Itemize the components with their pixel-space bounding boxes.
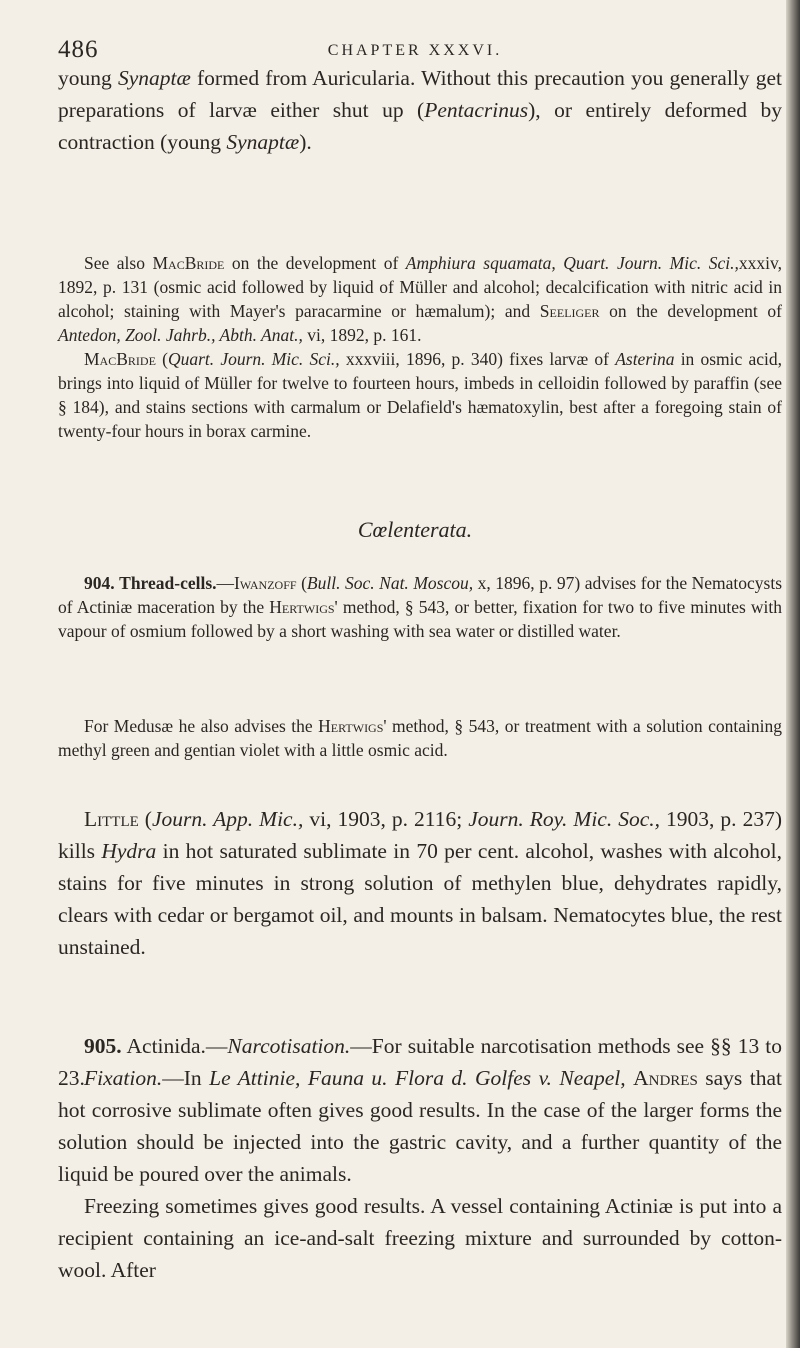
intro-paragraph: young Synaptæ formed from Auricularia. Without this precaution you generally get preparations of larvæ either shut up (Pentacrinus), or entirely deformed by contraction (young Synaptæ). (58, 66, 783, 154)
scan-edge (786, 0, 800, 1348)
medusae-paragraph: For Medusæ he also advises the Hertwigs' method, § 543, or treatment with a solution containing methyl green and gentian violet with a little osmic acid. (58, 716, 782, 760)
fixation-paragraph: Fixation.—In Le Attinie, Fauna u. Flora d. Golfes v. Neapel, Andres says that hot corrosive sublimate often gives good results. In the case of the larger forms the solution should be injected into the gastric cavity, and a further quantity of the liquid be poured over the animals. (58, 1066, 782, 1186)
macbride-paragraph: MacBride (Quart. Journ. Mic. Sci., xxxviii, 1896, p. 340) fixes larvæ of Asterina in osmic acid, brings into liquid of Müller for twelve to fourteen hours, imbeds in celloidin followed by paraffin (see § 184), and stains sections with carmalum or Delafield's hæmatoxylin, best after a foregoing stain of twenty-four hours in borax carmine. (58, 349, 783, 441)
see-also-paragraph: See also MacBride on the development of Amphiura squamata, Quart. Journ. Mic. Sci.,xxxiv, 1892, p. 131 (osmic acid followed by liquid of Müller and alcohol; decalcification with nitric acid in alcohol; staining with Mayer's paracarmine or hæmalum); and Seeliger on the development of Antedon, Zool. Jahrb., Abth. Anat., vi, 1892, p. 161. (58, 253, 782, 345)
freezing-paragraph: Freezing sometimes gives good results. A vessel containing Actiniæ is put into a recipient containing an ice-and-salt freezing mixture and surrounded by cotton-wool. After (58, 1194, 782, 1282)
page-number: 486 (58, 36, 99, 63)
little-paragraph: Little (Journ. App. Mic., vi, 1903, p. 2116; Journ. Roy. Mic. Soc., 1903, p. 237) kills Hydra in hot saturated sublimate in 70 per cent. alcohol, washes with alcohol, stains for five minutes in strong solution of methylen blue, dehydrates rapidly, clears with cedar or bergamot oil, and mounts in balsam. Nematocytes blue, the rest unstained. (58, 807, 782, 959)
see-also-block (58, 251, 782, 443)
paragraph-905: 905. Actinida.—Narcotisation.—For suitable narcotisation methods see §§ 13 to 23. (58, 1034, 782, 1090)
section-heading: Cœlenterata. (357, 517, 473, 542)
chapter-heading: CHAPTER XXXVI. (327, 42, 503, 59)
paragraph-904: 904. Thread-cells.—Iwanzoff (Bull. Soc. Nat. Moscou, x, 1896, p. 97) advises for the Nematocysts of Actiniæ maceration by the Hertwigs' method, § 543, or better, fixation for two to five minutes with vapour of osmium followed by a short washing with sea water or distilled water. (58, 573, 783, 641)
